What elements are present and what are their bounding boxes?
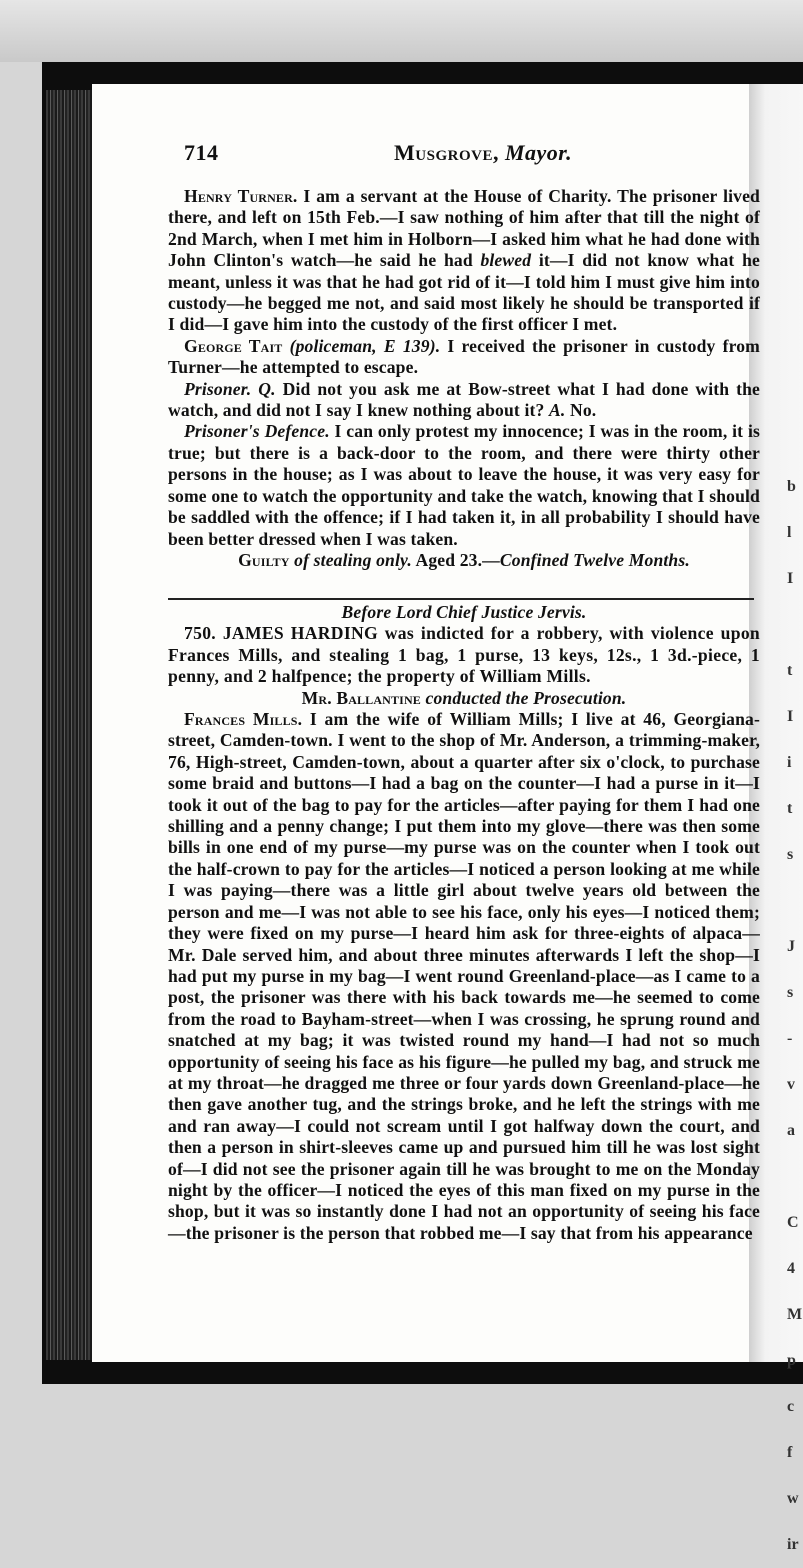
turner-text: I am a servant at the House of Charity. The prisoner lived there, and left on 15th Feb.—I saw nothing of him after that till the night of 2nd March, when I met him in Holborn—I asked him what he had done with John Clinton's watch—he said he had: [168, 186, 760, 271]
tait-note: (policeman, E 139).: [289, 335, 441, 356]
paragraph-mills: [168, 709, 760, 1244]
indictment: 750. JAMES HARDING was indicted for a robbery, with violence upon Frances Mills, and stealing 1 bag, 1 purse, 13 keys, 12s., 1 3d.-piece, 1 penny, and 2 halfpence; the property of William Mills.: [168, 623, 760, 687]
paragraph-tait: [168, 336, 760, 379]
verdict-line: [168, 550, 760, 571]
running-header: [184, 140, 744, 168]
section-divider: [168, 598, 754, 600]
page-number: 714: [184, 140, 219, 165]
tait-text: I received the prisoner in custody from Turner—he attempted to escape.: [168, 335, 760, 378]
paragraph-prisoner: [168, 379, 760, 422]
running-title: [394, 140, 572, 166]
book-page-edges: [46, 90, 92, 1360]
paragraph-defence: [168, 421, 760, 549]
speaker-turner: Henry Turner.: [184, 186, 298, 206]
court-heading: Before Lord Chief Justice Jervis.: [341, 602, 587, 622]
prisoner-question: Did not you ask me at Bow-street what I had done with the watch, and did not I say I knew nothing about it?: [168, 378, 760, 421]
mills-text: I am the wife of William Mills; I live at 46, Georgiana-street, Camden-town. I went to the shop of Mr. Anderson, a trimming-maker, 76, High-street, Camden-town, about a quarter after six o'clock, to purchase some braid and buttons—I had a bag on the counter—I had a purse in it—I took it out of the bag to pay for the articles—after paying for them I had one shilling and a penny change; I put them into my glove—there was then some bills in one end of my purse—my purse was on the counter when I took out the half-crown to pay for the articles—I noticed a person looking at me while I was paying—there was a little girl about twelve years old between the person and me—I was not able to see his face, only his eyes—I noticed them; they were fixed on my purse—I heard him ask for three-eights of alpaca—Mr. Dale served him, and about three minutes afterwards I left the shop—I had put my purse in my bag—I went round Greenland-place—as I came to a post, the prisoner was there with his back towards me—he seemed to come from the road to Bayham-street—when I was crossing, he sprung round and snatched at my bag; it was twisted round my hand—I had not so much opportunity of seeing his face as his figure—he pulled my bag, and struck me at my throat—he dragged me three or four yards down Greenland-place—he then gave another tug, and the strings broke, and he left the strings with me and ran away—I could not scream until I got halfway down the court, and then a person in shirt-sleeves came up and pursued him till he was lost sight of—I did not see the prisoner again till he was brought to me on the Monday night by the officer—I noticed the eyes of this man fixed on my purse in the shop, but it was so instantly done I had not an opportunity of seeing his face—the prisoner is the person that robbed me—I say that from his appearance: [168, 709, 760, 1243]
prosecution-text: conducted the Prosecution.: [425, 687, 627, 708]
speaker-tait: George Tait: [184, 335, 283, 356]
verdict-age: Aged 23.—: [415, 549, 500, 570]
question-mark-q: Q.: [258, 378, 276, 399]
prosecution-line: [168, 688, 760, 709]
answer-mark-a: A.: [549, 400, 566, 421]
scan-background-top: [0, 0, 803, 62]
defence-text: I can only protest my innocence; I was in the room, it is true; but there is a back-door to the room, and there were thirty other persons in the house; as I was about to leave the house, it was very easy for some one to watch the opportunity and take the watch, knowing that I should be saddled with the offence; if I had taken it, in all probability I should have been better dressed when I was taken.: [168, 421, 760, 549]
facing-page-letters: b l I t I i t s J s - v a C 4 M p c f w ir: [787, 478, 803, 1553]
prosecution-counsel: Mr. Ballantine: [301, 687, 421, 708]
prisoner-answer: No.: [570, 400, 597, 421]
case-1-testimony: [168, 186, 760, 571]
verdict-guilty: Guilty: [238, 549, 290, 570]
defence-label: Prisoner's Defence.: [184, 421, 330, 442]
running-title-name: Musgrove,: [394, 140, 499, 165]
paragraph-turner: [168, 186, 760, 336]
verdict-sentence: Confined Twelve Months.: [499, 549, 690, 570]
running-title-role: Mayor.: [504, 140, 573, 165]
prisoner-label: Prisoner.: [184, 378, 252, 399]
verdict-detail: of stealing only.: [294, 549, 412, 570]
speaker-mills: Frances Mills.: [184, 709, 303, 730]
turner-italic-word: blewed: [480, 250, 532, 271]
turner-text-cont: it—I did not know what he meant, unless it was that he had got rid of it—I told him I must give him into custody—he begged me not, and said most likely he should be transported if I did—I gave him into the custody of the first officer I met.: [168, 250, 760, 335]
case-2-testimony: [168, 602, 760, 1244]
